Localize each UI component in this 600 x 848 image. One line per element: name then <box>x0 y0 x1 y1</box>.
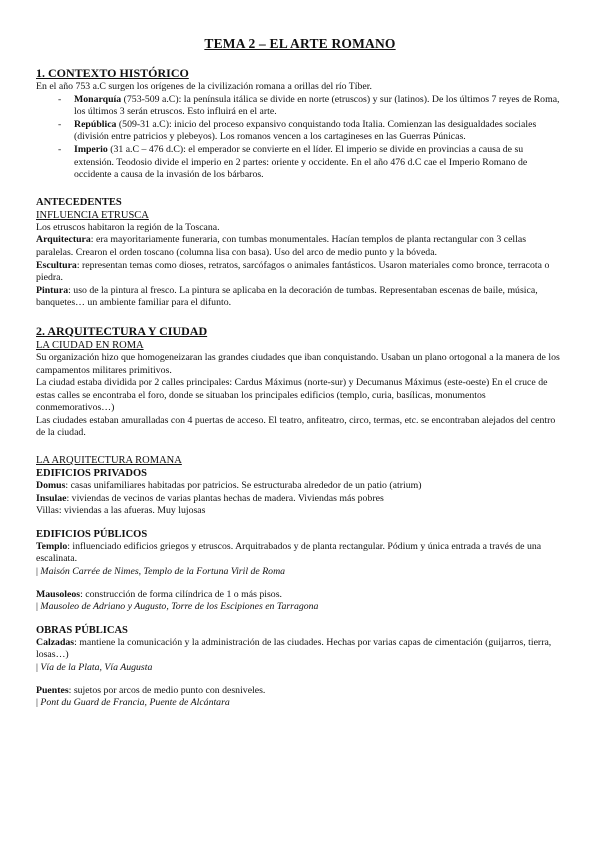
term: Insulae <box>36 492 67 504</box>
document-page <box>36 36 564 710</box>
heading-antecedentes: ANTECEDENTES <box>36 196 122 208</box>
paragraph-insulae: Insulae: viviendas de vecinos de varias plantas hechas de madera. Viviendas más pobres <box>36 492 384 504</box>
period-list <box>36 94 564 182</box>
paragraph-arquitectura: Arquitectura: era mayoritariamente funeraria, con tumbas monumentales. Hacían templos de planta rectangular con 3 cellas paralelas. Crearon el orden toscano (columna lisa con basa). Uso del arco de medio punto y la bóveda. <box>36 234 527 258</box>
paragraph-mausoleos: Mausoleos: construcción de forma cilíndrica de 1 o más pisos. <box>36 588 282 600</box>
term: Templo <box>36 540 68 552</box>
bullet-dash: - <box>58 118 62 130</box>
document-title: TEMA 2 – EL ARTE ROMANO <box>204 36 396 51</box>
term: Arquitectura <box>36 234 91 246</box>
paragraph-domus: Domus: casas unifamiliares habitadas por patricios. Se estructuraba alrededor de un patio (atrium) <box>36 480 422 492</box>
heading-edificios-publicos: EDIFICIOS PÚBLICOS <box>36 528 148 540</box>
intro-text: En el año 753 a.C surgen los orígenes de la civilización romana a orillas del río Tíber. <box>36 81 372 92</box>
list-item <box>36 119 564 144</box>
paragraph: Los etruscos habitaron la región de la Toscana. <box>36 221 220 233</box>
subheading-influencia-etrusca: INFLUENCIA ETRUSCA <box>36 209 149 221</box>
paragraph-puentes: Puentes: sujetos por arcos de medio punto con desniveles. <box>36 684 266 696</box>
term: República <box>74 118 117 130</box>
paragraph: Las ciudades estaban amuralladas con 4 puertas de acceso. El teatro, anfiteatro, circo, termas, etc. se encontraban alejados del centro de la ciudad. <box>36 414 556 439</box>
item-text: (753-509 a.C): la península itálica se divide en norte (etruscos) y sur (latinos). De los últimos 7 reyes de Roma, los últimos 3 serán etruscos. Esto influirá en el arte. <box>74 93 560 118</box>
bullet-dash: - <box>58 143 62 155</box>
heading-edificios-privados: EDIFICIOS PRIVADOS <box>36 468 147 480</box>
subheading-ciudad: LA CIUDAD EN ROMA <box>36 339 144 351</box>
subheading-arquitectura-romana: LA ARQUITECTURA ROMANA <box>36 455 182 467</box>
term: Pintura <box>36 284 69 296</box>
example-puentes: | Pont du Guard de Francia, Puente de Alcántara <box>36 697 230 709</box>
paragraph: Su organización hizo que homogeneizaran las grandes ciudades que iban conquistando. Usaban un plano ortogonal a la manera de los campamentos militares primitivos. <box>36 351 560 376</box>
list-item <box>36 144 564 182</box>
paragraph: La ciudad estaba dividida por 2 calles principales: Cardus Máximus (norte-sur) y Decumanus Máximus (este-oeste) En el cruce de estas calles se encontraba el foro, donde se situaban los principales edificios (templo, curia, basílicas, monumentos conmemorativos…) <box>36 377 548 414</box>
item-text: (509-31 a.C): inicio del proceso expansivo conquistando toda Italia. Comienzan las desigualdades sociales (división entre patricios y plebeyos). Los romanos vencen a los cartagineses en las Guerras Púnicas. <box>74 118 537 143</box>
term: Calzadas <box>36 636 75 648</box>
bullet-dash: - <box>58 93 62 105</box>
paragraph-pintura: Pintura: uso de la pintura al fresco. La pintura se aplicaba en la decoración de tumbas. Representaban escenas de baile, música, banquetes… un ambiente familiar para el difunto. <box>36 284 538 309</box>
term: Mausoleos <box>36 588 81 600</box>
paragraph-templo: Templo: influenciado edificios griegos y etruscos. Arquitrabados y de planta rectangular. Pódium y única entrada a través de una escalinata. <box>36 540 542 565</box>
paragraph-villas: Villas: viviendas a las afueras. Muy lujosas <box>36 505 206 517</box>
example-calzadas: | Vía de la Plata, Vía Augusta <box>36 662 153 673</box>
paragraph-escultura: Escultura: representan temas como dioses, retratos, sarcófagos o animales fantásticos. Usaron materiales como bronce, terracota o piedra. <box>36 259 550 284</box>
term: Monarquía <box>74 93 122 105</box>
item-text: (31 a.C – 476 d.C): el emperador se convierte en el líder. El imperio se divide en provincias a causa de su extensión. Teodosio divide el imperio en 2 partes: oriente y occidente. En el año 476 d.C cae el Imperio Romano de occidente a causa de la invasión de los bárbaros. <box>74 143 528 181</box>
heading-obras-publicas: OBRAS PÚBLICAS <box>36 624 128 636</box>
list-item <box>36 94 564 119</box>
term: Domus <box>36 480 66 492</box>
term: Imperio <box>74 143 108 155</box>
section-heading-contexto: 1. CONTEXTO HISTÓRICO <box>36 66 189 80</box>
section-heading-arquitectura: 2. ARQUITECTURA Y CIUDAD <box>36 323 208 338</box>
paragraph-calzadas: Calzadas: mantiene la comunicación y la administración de las ciudades. Hechas por varias capas de cimentación (guijarros, tierra, losas…) <box>36 636 552 661</box>
term: Puentes <box>36 684 69 696</box>
example-templo: | Maisón Carrée de Nimes, Templo de la Fortuna Viril de Roma <box>36 566 286 578</box>
term: Escultura <box>36 259 77 271</box>
example-mausoleos: | Mausoleo de Adriano y Augusto, Torre de los Escipiones en Tarragona <box>36 601 319 613</box>
